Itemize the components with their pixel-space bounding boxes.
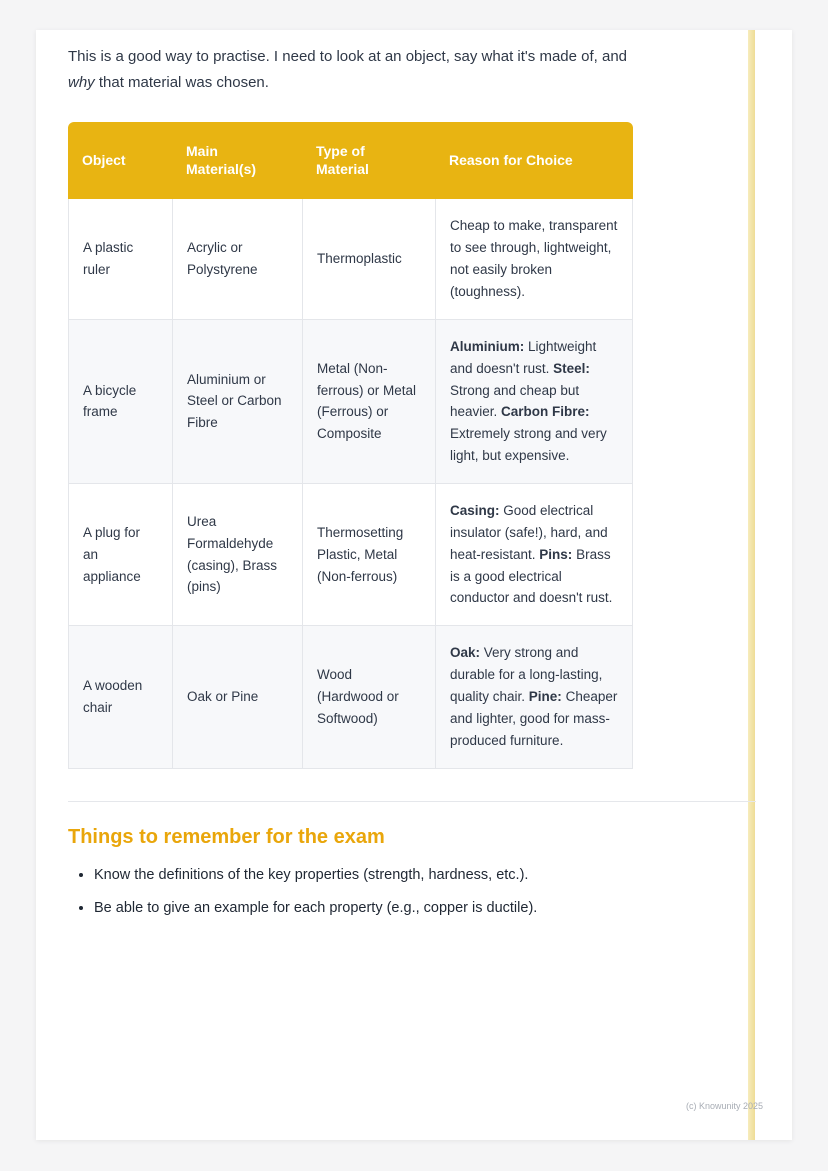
material-cell: Acrylic or Polystyrene xyxy=(172,199,302,319)
list-item xyxy=(94,898,756,919)
intro-emphasis: why xyxy=(68,73,95,91)
document-page xyxy=(36,30,792,1140)
intro-paragraph xyxy=(68,44,640,96)
object-cell: A plastic ruler xyxy=(68,199,172,319)
type-cell: Thermoplastic xyxy=(302,199,435,319)
column-header-material: Main Material(s) xyxy=(172,122,302,200)
section-heading: Things to remember for the exam xyxy=(68,825,385,848)
watermark: (c) Knowunity 2025 xyxy=(686,1101,764,1111)
object-cell: A bicycle frame xyxy=(68,320,172,484)
table-row xyxy=(68,484,633,626)
column-header-reason: Reason for Choice xyxy=(435,122,633,200)
reason-cell: Aluminium: Lightweight and doesn't rust. Steel: Strong and cheap but heavier. Carbon Fibre: Extremely strong and very light, but expensive. xyxy=(435,320,633,484)
exam-tips-list xyxy=(68,865,756,919)
type-cell: Thermosetting Plastic, Metal (Non-ferrous) xyxy=(302,484,435,626)
list-item xyxy=(94,865,756,886)
reason-cell: Cheap to make, transparent to see through, lightweight, not easily broken (toughness). xyxy=(435,199,633,319)
material-cell: Oak or Pine xyxy=(172,626,302,768)
materials-table xyxy=(68,122,633,769)
object-cell: A wooden chair xyxy=(68,626,172,768)
column-header-type: Type of Material xyxy=(302,122,435,200)
intro-text-before: This is a good way to practise. I need to look at an object, say what it's made of, and xyxy=(68,48,628,65)
material-cell: Aluminium or Steel or Carbon Fibre xyxy=(172,320,302,484)
type-cell: Wood (Hardwood or Softwood) xyxy=(302,626,435,768)
table-row xyxy=(68,626,633,768)
reason-cell: Casing: Good electrical insulator (safe!), hard, and heat-resistant. Pins: Brass is a good electrical conductor and doesn't rust. xyxy=(435,484,633,626)
intro-text-after: that material was chosen. xyxy=(94,73,269,91)
page-content xyxy=(68,44,756,931)
bullet-text: Be able to give an example for each property (e.g., copper is ductile). xyxy=(94,899,538,916)
table-header-row xyxy=(68,122,633,200)
column-header-object: Object xyxy=(68,122,172,200)
object-cell: A plug for an appliance xyxy=(68,484,172,626)
reason-cell: Oak: Very strong and durable for a long-lasting, quality chair. Pine: Cheaper and lighter, good for mass-produced furniture. xyxy=(435,626,633,768)
type-cell: Metal (Non-ferrous) or Metal (Ferrous) or Composite xyxy=(302,320,435,484)
table-row xyxy=(68,199,633,319)
divider xyxy=(68,801,756,802)
bullet-text: Know the definitions of the key properties (strength, hardness, etc.). xyxy=(94,866,529,883)
material-cell: Urea Formaldehyde (casing), Brass (pins) xyxy=(172,484,302,626)
table-row xyxy=(68,320,633,484)
